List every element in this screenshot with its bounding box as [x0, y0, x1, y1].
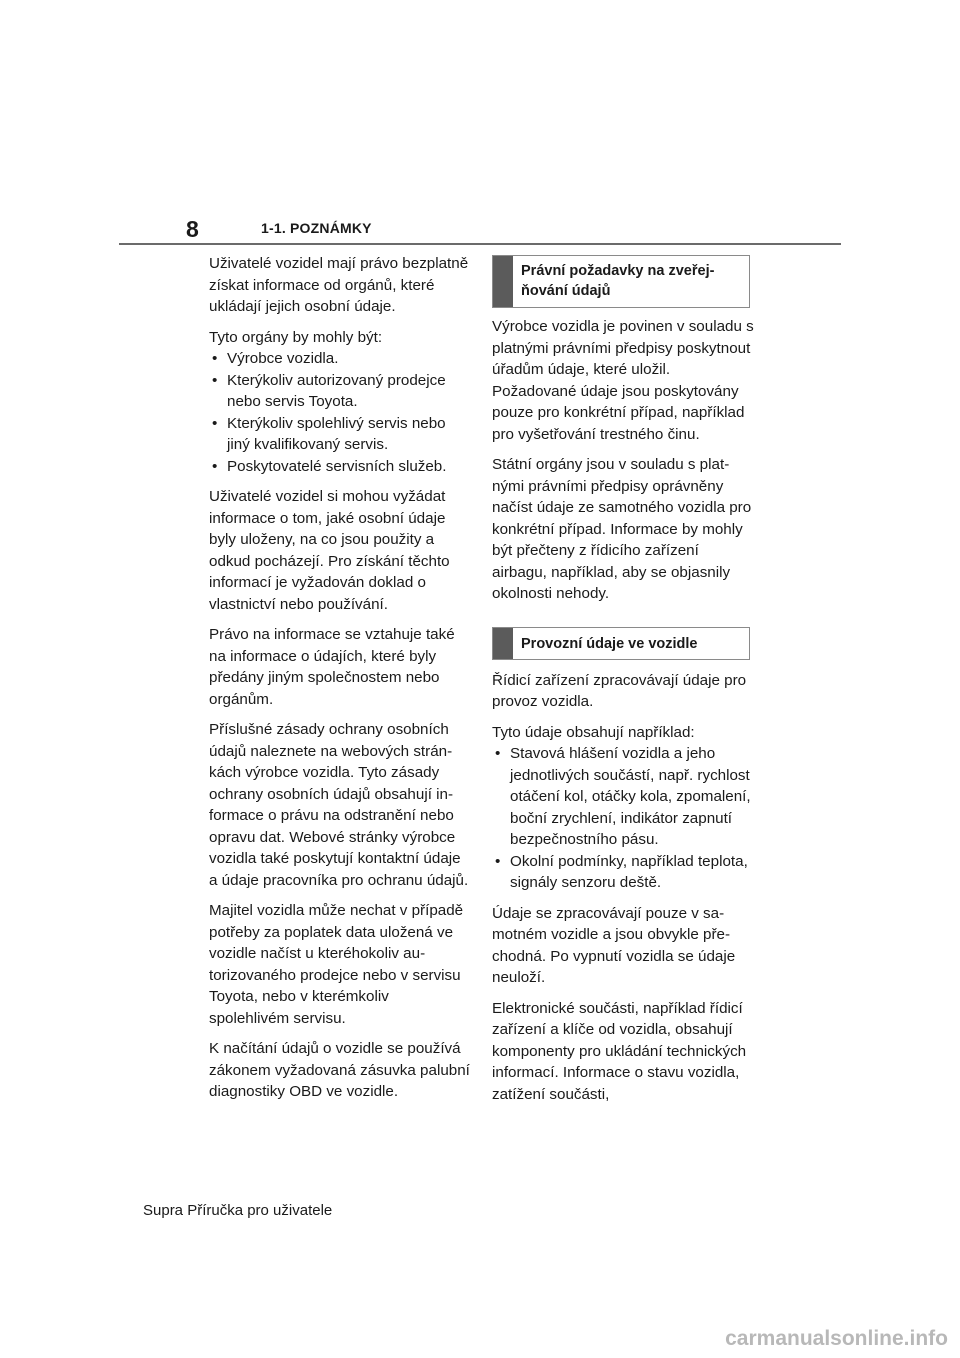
paragraph: Majitel vozidla může nechat v případě potřeby za poplatek data uložená ve vozidle načíst u kteréhokoliv autorizovaného prodejce nebo v servisu Toyota, nebo v kterémkoliv spolehlivém servisu. [209, 902, 464, 1027]
paragraph: Řídicí zařízení zpracovávají údaje pro provoz vozidla. [492, 671, 747, 710]
section-heading-box [492, 255, 750, 308]
section-heading-box [492, 627, 750, 660]
paragraph: K načítání údajů o vozidle se používá zákonem vyžadovaná zásuvka palubní diagnostiky OBD ve vozidle. [209, 1040, 470, 1100]
section-title: 1-1. POZNÁMKY [261, 220, 372, 236]
list-item: • Kterýkoliv autorizovaný prodejce nebo servis Toyota. [209, 370, 471, 413]
paragraph: Výrobce vozidla je povinen v souladu s platnými právními předpisy poskytnout úřadům údaje, které uložil. Požadované údaje jsou poskytovány pouze pro konkrétní případ, například pro vyšetřování trestného činu. [492, 318, 754, 443]
paragraph: Příslušné zásady ochrany osobních údajů naleznete na webových stránkách výrobce vozidla. Tyto zásady ochrany osobních údajů obsahují informace o právu na odstranění nebo opravu dat. Webové stránky výrobce vozidla také poskytují kontaktní údaje a údaje pracovníka pro ochranu údajů. [209, 721, 469, 889]
section-heading: Provozní údaje ve vozidle [521, 635, 698, 652]
section-heading: Právní požadavky na zveřejňování údajů [521, 263, 715, 299]
footer-text: Supra Příručka pro uživatele [143, 1202, 333, 1219]
list-item: • Výrobce vozidla. [209, 348, 471, 370]
paragraph: Uživatelé vozidel si mohou vyžádat informace o tom, jaké osobní údaje byly uloženy, na co jsou použity a odkud pocházejí. Pro získání těchto informací je vyžadován doklad o vlastnictví nebo používání. [209, 488, 450, 613]
list-item: • Stavová hlášení vozidla a jeho jednotlivých součástí, např. rychlost otáčení kol, otáčky kola, zpomalení, boční zrychlení, indikátor zapnutí bezpečnostního pásu. [492, 743, 754, 851]
paragraph: Státní orgány jsou v souladu s platnými právními předpisy oprávněny načíst údaje ze samotného vozidla pro konkrétní případ. Informace by mohly být přečteny z řídicího zařízení airbagu, například, aby se objasnily okolnosti nehody. [492, 456, 752, 602]
right-column [492, 255, 754, 1114]
list-item: • Poskytovatelé servisních služeb. [209, 456, 471, 478]
header-divider [119, 243, 841, 245]
bullet-list [209, 348, 471, 477]
bullet-list [492, 743, 754, 894]
list-item: • Okolní podmínky, například teplota, signály senzoru deště. [492, 851, 754, 894]
paragraph: Tyto orgány by mohly být: [209, 328, 383, 346]
paragraph: Údaje se zpracovávají pouze v samotném vozidle a jsou obvykle přechodná. Po vypnutí vozidla se údaje neuloží. [492, 904, 736, 986]
paragraph: Tyto údaje obsahují například: [492, 723, 695, 741]
heading-bar [493, 256, 513, 307]
heading-bar [493, 628, 513, 659]
paragraph: Elektronické součásti, například řídicí zařízení a klíče od vozidla, obsahují komponenty pro ukládání technických informací. Informace o stavu vozidla, zatížení součásti, [492, 999, 747, 1103]
left-column [209, 253, 471, 1112]
list-item: • Kterýkoliv spolehlivý servis nebo jiný kvalifikovaný servis. [209, 413, 471, 456]
watermark: carmanualsonline.info [725, 1327, 948, 1350]
page-number: 8 [186, 216, 199, 242]
paragraph: Uživatelé vozidel mají právo bezplatně získat informace od orgánů, které ukládají jejich osobní údaje. [209, 255, 469, 315]
paragraph: Právo na informace se vztahuje také na informace o údajích, které byly předány jiným společnostem nebo orgánům. [209, 626, 455, 708]
